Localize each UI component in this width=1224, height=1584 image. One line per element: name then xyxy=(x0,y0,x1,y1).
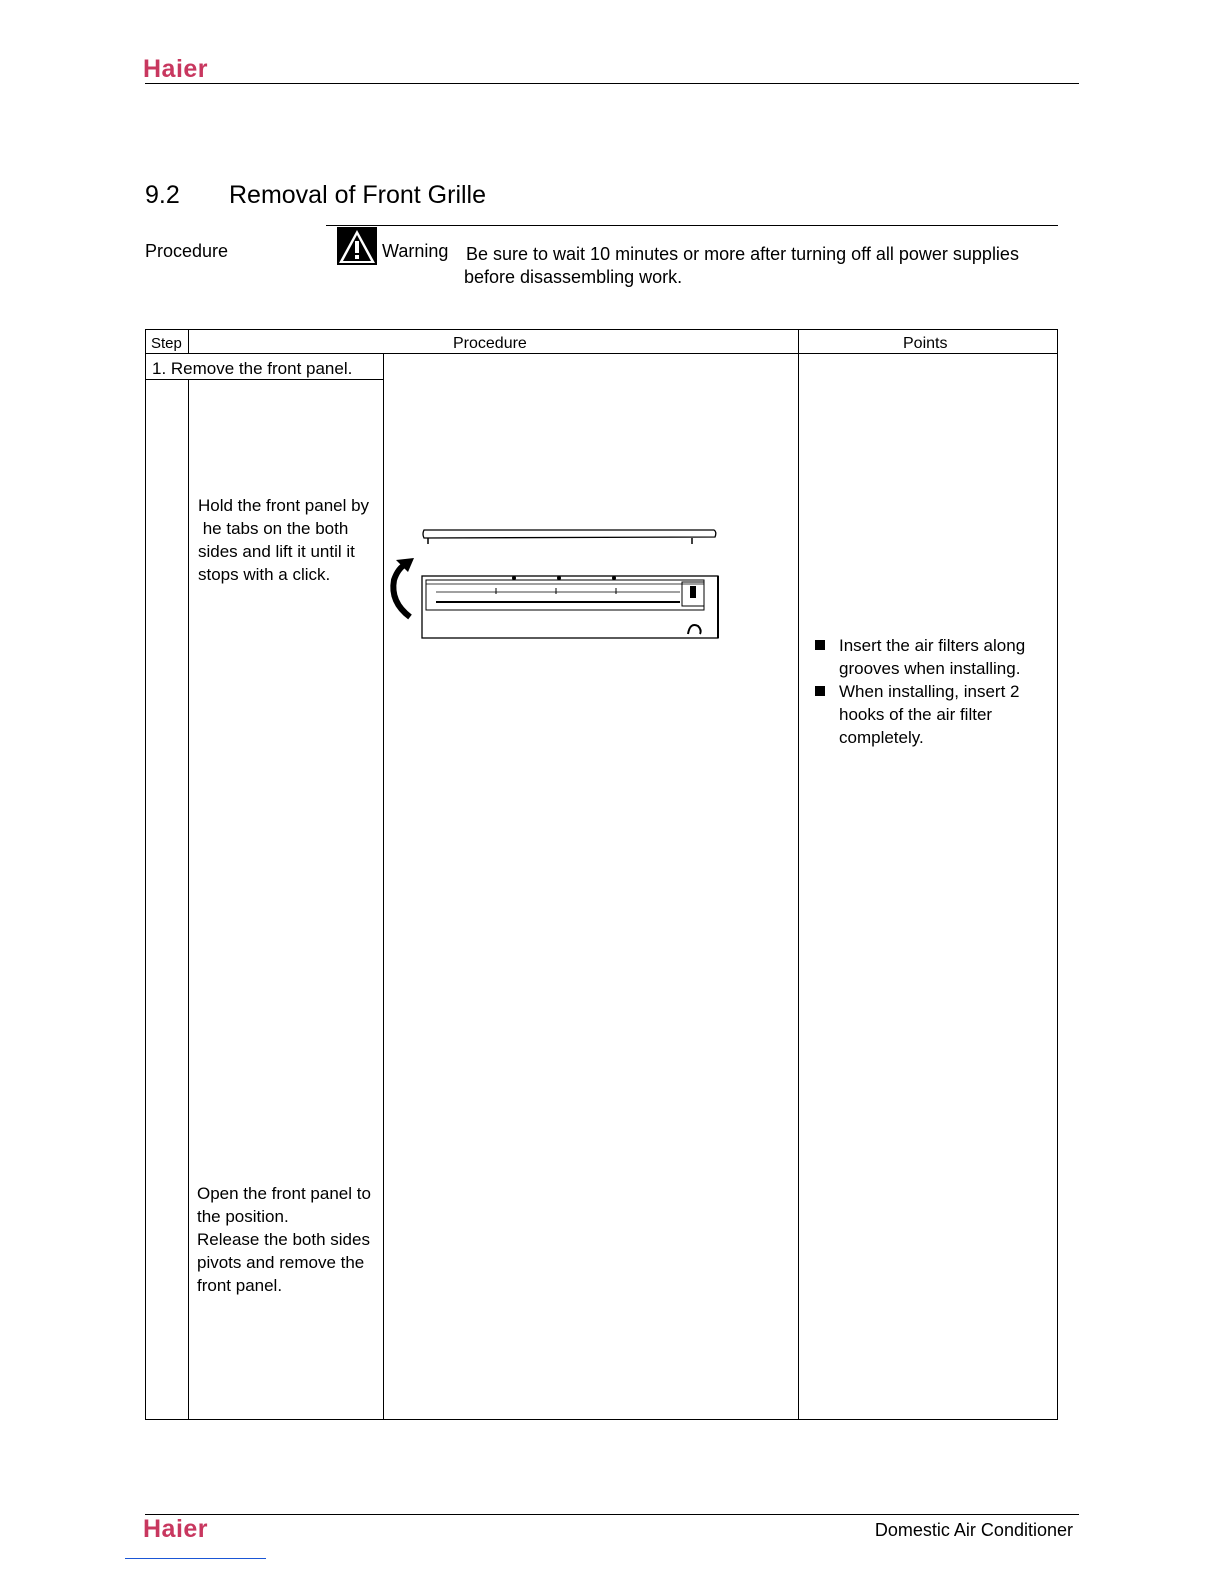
instruction-2 xyxy=(197,1182,379,1297)
instruction-1-line: he tabs on the both xyxy=(198,519,349,538)
point-line: Insert the air filters along xyxy=(839,636,1026,655)
footer-link-underline xyxy=(125,1558,266,1559)
point-item xyxy=(814,634,1046,680)
section-number: 9.2 xyxy=(145,181,180,209)
points-list xyxy=(814,634,1046,749)
point-line: completely. xyxy=(839,728,924,747)
instruction-1 xyxy=(198,494,380,586)
footer-text: Domestic Air Conditioner xyxy=(874,1520,1073,1540)
instruction-2-line: Open the front panel to xyxy=(197,1184,371,1203)
instruction-1-line: Hold the front panel by xyxy=(198,496,370,515)
warning-icon xyxy=(337,227,377,265)
section-title: Removal of Front Grille xyxy=(229,181,487,209)
step-1-title: 1. Remove the front panel. xyxy=(152,359,353,378)
point-line: grooves when installing. xyxy=(839,659,1021,678)
step-col-divider-header xyxy=(188,329,189,353)
footer-logo: Haier xyxy=(143,1515,209,1543)
warning-text-line2: before disassembling work. xyxy=(464,267,683,287)
bullet-icon xyxy=(815,640,825,650)
text-col-divider xyxy=(383,353,384,1420)
step-title-rule xyxy=(145,379,383,380)
header-points: Points xyxy=(903,335,948,352)
warning-label: Warning xyxy=(382,241,449,261)
point-line: hooks of the air filter xyxy=(839,705,993,724)
title-rule xyxy=(326,225,1058,226)
indoor-unit-illustration xyxy=(384,522,724,644)
header-step: Step xyxy=(151,335,182,352)
bullet-icon xyxy=(815,686,825,696)
instruction-1-line: stops with a click. xyxy=(198,565,331,584)
instruction-2-line: Release the both sides xyxy=(197,1230,370,1249)
header-procedure: Procedure xyxy=(453,335,527,352)
header-logo: Haier xyxy=(143,55,209,83)
table-header-rule xyxy=(145,353,1058,354)
points-col-divider xyxy=(798,329,799,1420)
procedure-label: Procedure xyxy=(145,241,229,261)
point-item xyxy=(814,680,1046,749)
instruction-2-line: the position. xyxy=(197,1207,289,1226)
instruction-1-line: sides and lift it until it xyxy=(198,542,355,561)
instruction-2-line: front panel. xyxy=(197,1276,283,1295)
header-rule xyxy=(145,83,1079,84)
point-line: When installing, insert 2 xyxy=(839,682,1020,701)
step-col-divider xyxy=(188,379,189,1420)
instruction-2-line: pivots and remove the xyxy=(197,1253,365,1272)
footer-rule xyxy=(145,1514,1079,1515)
warning-text-line1: Be sure to wait 10 minutes or more after turning off all power supplies xyxy=(466,244,1019,264)
